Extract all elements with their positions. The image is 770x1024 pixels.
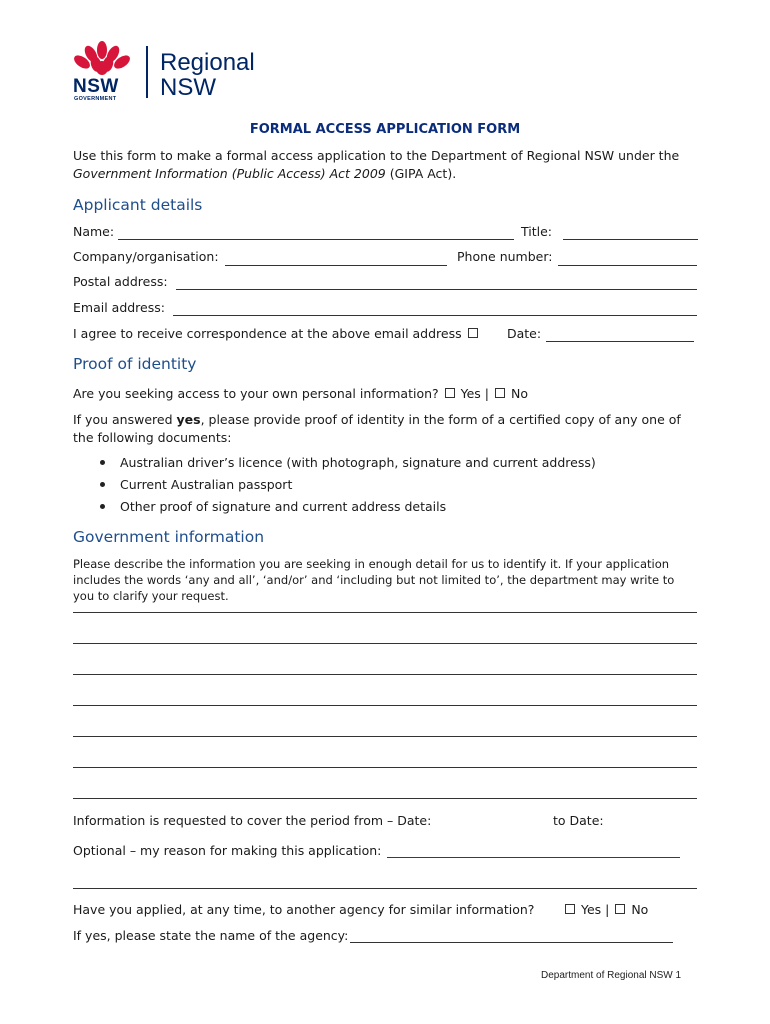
date-label: Date: bbox=[507, 326, 542, 341]
list-item bbox=[100, 476, 292, 494]
description-line[interactable] bbox=[73, 705, 697, 706]
waratah-logo-icon bbox=[72, 40, 132, 80]
logo-nsw-text: NSW bbox=[73, 76, 119, 97]
email-label: Email address: bbox=[73, 300, 165, 315]
act-name: Government Information (Public Access) Act 2009 bbox=[73, 166, 386, 181]
bullet-icon bbox=[100, 460, 105, 465]
govinfo-heading: Government information bbox=[73, 528, 265, 546]
proof-no-label: No bbox=[510, 386, 528, 401]
other-agency-options bbox=[563, 901, 648, 919]
proof-question-row bbox=[73, 385, 528, 403]
intro-line2 bbox=[73, 165, 456, 183]
proof-instructions-line1 bbox=[73, 411, 681, 429]
proof-yes-label: Yes | bbox=[460, 386, 489, 401]
other-agency-yes-label: Yes | bbox=[580, 902, 610, 917]
phone-label: Phone number: bbox=[457, 249, 553, 264]
bullet-icon bbox=[100, 504, 105, 509]
proof-no-checkbox[interactable] bbox=[495, 388, 505, 398]
description-line[interactable] bbox=[73, 736, 697, 737]
govinfo-desc-line3: you to clarify your request. bbox=[73, 589, 229, 603]
agency-name-field[interactable] bbox=[350, 942, 673, 943]
phone-field[interactable] bbox=[558, 265, 697, 266]
title-label: Title: bbox=[521, 224, 552, 239]
proof-instr-suffix: , please provide proof of identity in the form of a certified copy of any one of bbox=[200, 412, 681, 427]
applicant-heading: Applicant details bbox=[73, 196, 203, 214]
list-item bbox=[100, 454, 596, 472]
description-line[interactable] bbox=[73, 798, 697, 799]
other-agency-yes-checkbox[interactable] bbox=[565, 904, 575, 914]
reason-line[interactable] bbox=[73, 888, 697, 889]
description-line[interactable] bbox=[73, 612, 697, 613]
page-footer: Department of Regional NSW 1 bbox=[541, 970, 682, 981]
name-field[interactable] bbox=[118, 239, 514, 240]
postal-field[interactable] bbox=[176, 289, 697, 290]
description-line[interactable] bbox=[73, 767, 697, 768]
reason-field[interactable] bbox=[387, 857, 680, 858]
date-field[interactable] bbox=[546, 341, 694, 342]
company-field[interactable] bbox=[225, 265, 447, 266]
act-suffix: (GIPA Act). bbox=[385, 166, 457, 181]
document-label: Other proof of signature and current address details bbox=[120, 499, 447, 514]
intro-line1: Use this form to make a formal access application to the Department of Regional NSW under the bbox=[73, 148, 680, 163]
logo-brand-line1: Regional bbox=[160, 49, 255, 76]
proof-instr-bold: yes bbox=[176, 412, 201, 427]
postal-label: Postal address: bbox=[73, 274, 168, 289]
logo-brand bbox=[160, 50, 255, 100]
agency-name-label: If yes, please state the name of the agency: bbox=[73, 928, 349, 943]
logo-divider bbox=[146, 46, 148, 98]
logo-brand-line2: NSW bbox=[160, 74, 216, 101]
govinfo-desc-line1: Please describe the information you are seeking in enough detail for us to identify it. If your application bbox=[73, 557, 670, 571]
agree-row bbox=[73, 325, 480, 343]
document-label: Australian driver’s licence (with photograph, signature and current address) bbox=[120, 455, 596, 470]
document-label: Current Australian passport bbox=[120, 477, 293, 492]
company-label: Company/organisation: bbox=[73, 249, 219, 264]
bullet-icon bbox=[100, 482, 105, 487]
logo-government-text: GOVERNMENT bbox=[74, 96, 117, 102]
proof-heading: Proof of identity bbox=[73, 355, 197, 373]
other-agency-no-label: No bbox=[631, 902, 649, 917]
form-title: FORMAL ACCESS APPLICATION FORM bbox=[249, 122, 521, 137]
email-field[interactable] bbox=[173, 315, 697, 316]
period-from-label: Information is requested to cover the period from – Date: bbox=[73, 813, 432, 828]
name-label: Name: bbox=[73, 224, 115, 239]
agree-label: I agree to receive correspondence at the above email address bbox=[73, 326, 462, 341]
proof-instructions-line2: the following documents: bbox=[73, 430, 232, 445]
list-item bbox=[100, 498, 446, 516]
title-field[interactable] bbox=[563, 239, 698, 240]
proof-question: Are you seeking access to your own personal information? bbox=[73, 386, 439, 401]
proof-instr-prefix: If you answered bbox=[73, 412, 177, 427]
proof-yes-checkbox[interactable] bbox=[445, 388, 455, 398]
other-agency-question: Have you applied, at any time, to another agency for similar information? bbox=[73, 902, 535, 917]
description-line[interactable] bbox=[73, 674, 697, 675]
period-to-label: to Date: bbox=[553, 813, 604, 828]
reason-label: Optional – my reason for making this application: bbox=[73, 843, 382, 858]
description-line[interactable] bbox=[73, 643, 697, 644]
govinfo-desc-line2: includes the words ‘any and all’, ‘and/or’ and ‘including but not limited to’, the department may write to bbox=[73, 573, 675, 587]
agree-checkbox[interactable] bbox=[468, 328, 478, 338]
other-agency-no-checkbox[interactable] bbox=[615, 904, 625, 914]
